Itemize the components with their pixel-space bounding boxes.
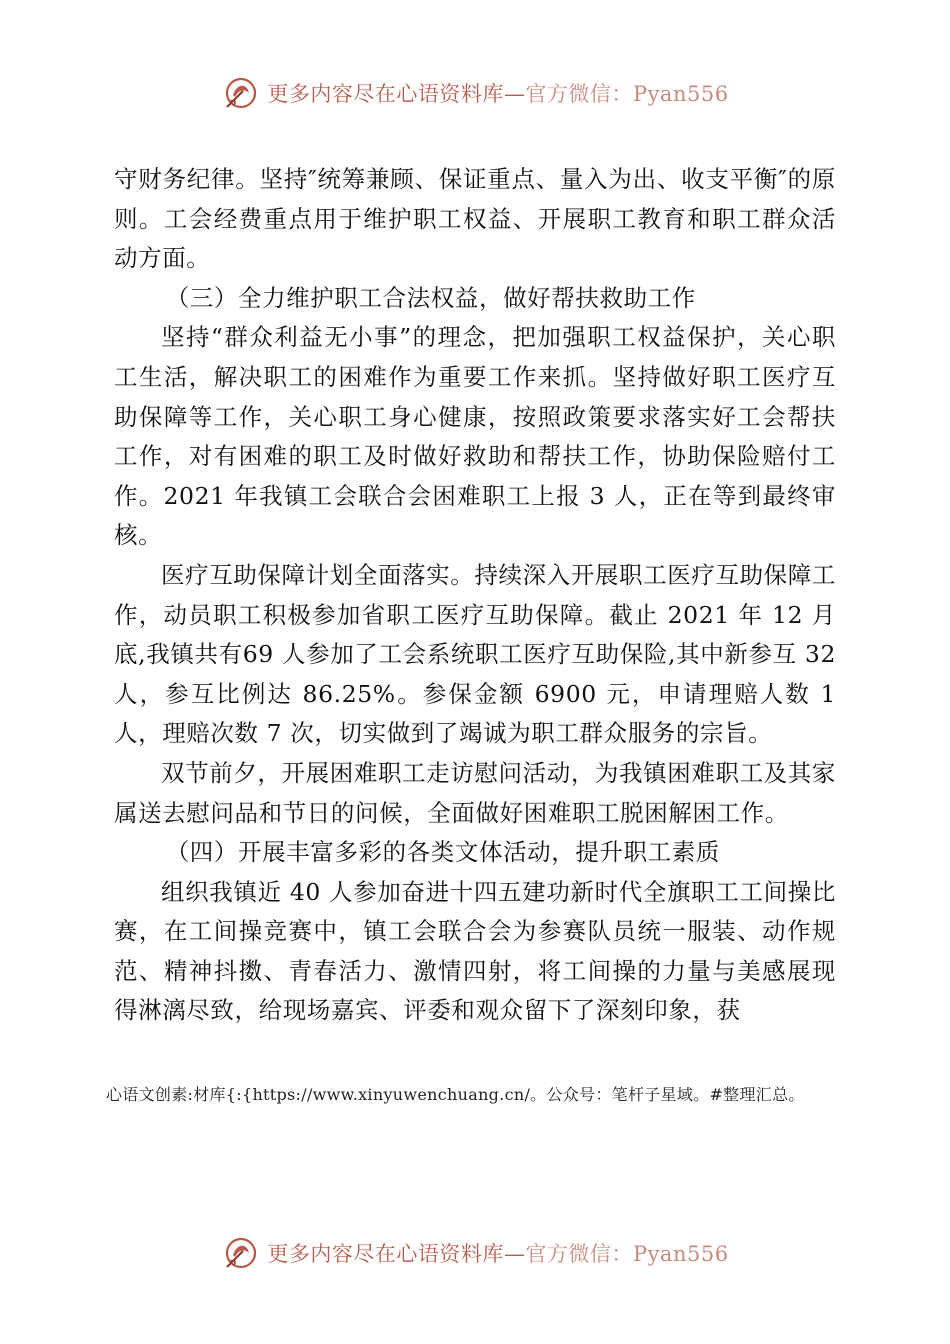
banner-account: Pyan556	[632, 1242, 729, 1266]
section-heading-3: （三）全力维护职工合法权益，做好帮扶救助工作	[165, 283, 696, 312]
paragraph-finance: 守财务纪律。坚持″统筹兼顾、保证重点、量入为出、收支平衡″的原则。工会经费重点用于维护职工权益、开展职工教育和职工群众活动方面。	[114, 165, 836, 273]
paragraph-rights: 坚持“群众利益无小事”的理念，把加强职工权益保护，关心职工生活，解决职工的困难作为重要工作来抓。坚持做好职工医疗互助保障等工作，关心职工身心健康，按照政策要求落实好工会帮扶工作，对有困难的职工及时做好救助和帮扶工作，协助保险赔付工作。2021 年我镇工会联合会困难职工上报 3 人，正在等到最终审核。	[114, 323, 836, 550]
banner-text	[267, 1238, 728, 1268]
banner-main-text: 更多内容尽在心语资料库	[267, 82, 504, 106]
section-heading-4: （四）开展丰富多彩的各类文体活动，提升职工素质	[165, 838, 720, 867]
banner-weixin-label: 官方微信：	[525, 1242, 633, 1266]
document-body	[114, 160, 836, 1031]
footer-watermark-banner	[0, 1228, 950, 1278]
rose-logo-icon	[221, 1233, 261, 1273]
source-note: 心语文创素:材库{:{https://www.xinyuwenchuang.cn/。公众号：笔杆子星域。#整理汇总。	[106, 1085, 805, 1104]
rose-logo-icon	[221, 73, 261, 113]
paragraph-medical: 医疗互助保障计划全面落实。持续深入开展职工医疗互助保障工作，动员职工积极参加省职工医疗互助保障。截止 2021 年 12 月底,我镇共有69 人参加了工会系统职工医疗互助保险,其中新参互 32 人，参互比例达 86.25%。参保金额 6900 元，申请理赔人数 1 人，理赔次数 7 次，切实做到了竭诚为职工群众服务的宗旨。	[114, 560, 836, 748]
banner-main-text: 更多内容尽在心语资料库	[267, 1242, 504, 1266]
header-watermark-banner	[0, 68, 950, 118]
banner-account: Pyan556	[632, 82, 729, 106]
banner-dash: —	[503, 1242, 526, 1266]
banner-weixin-label: 官方微信：	[525, 82, 633, 106]
paragraph-visits: 双节前夕，开展困难职工走访慰问活动，为我镇困难职工及其家属送去慰问品和节日的问候，全面做好困难职工脱困解困工作。	[114, 758, 836, 827]
banner-text	[267, 78, 728, 108]
banner-dash: —	[503, 82, 526, 106]
paragraph-activities: 组织我镇近 40 人参加奋进十四五建功新时代全旗职工工间操比赛，在工间操竞赛中，镇工会联合会为参赛队员统一服装、动作规范、精神抖擞、青春活力、激情四射，将工间操的力量与美感展现得淋漓尽致，给现场嘉宾、评委和观众留下了深刻印象，获	[114, 877, 836, 1025]
